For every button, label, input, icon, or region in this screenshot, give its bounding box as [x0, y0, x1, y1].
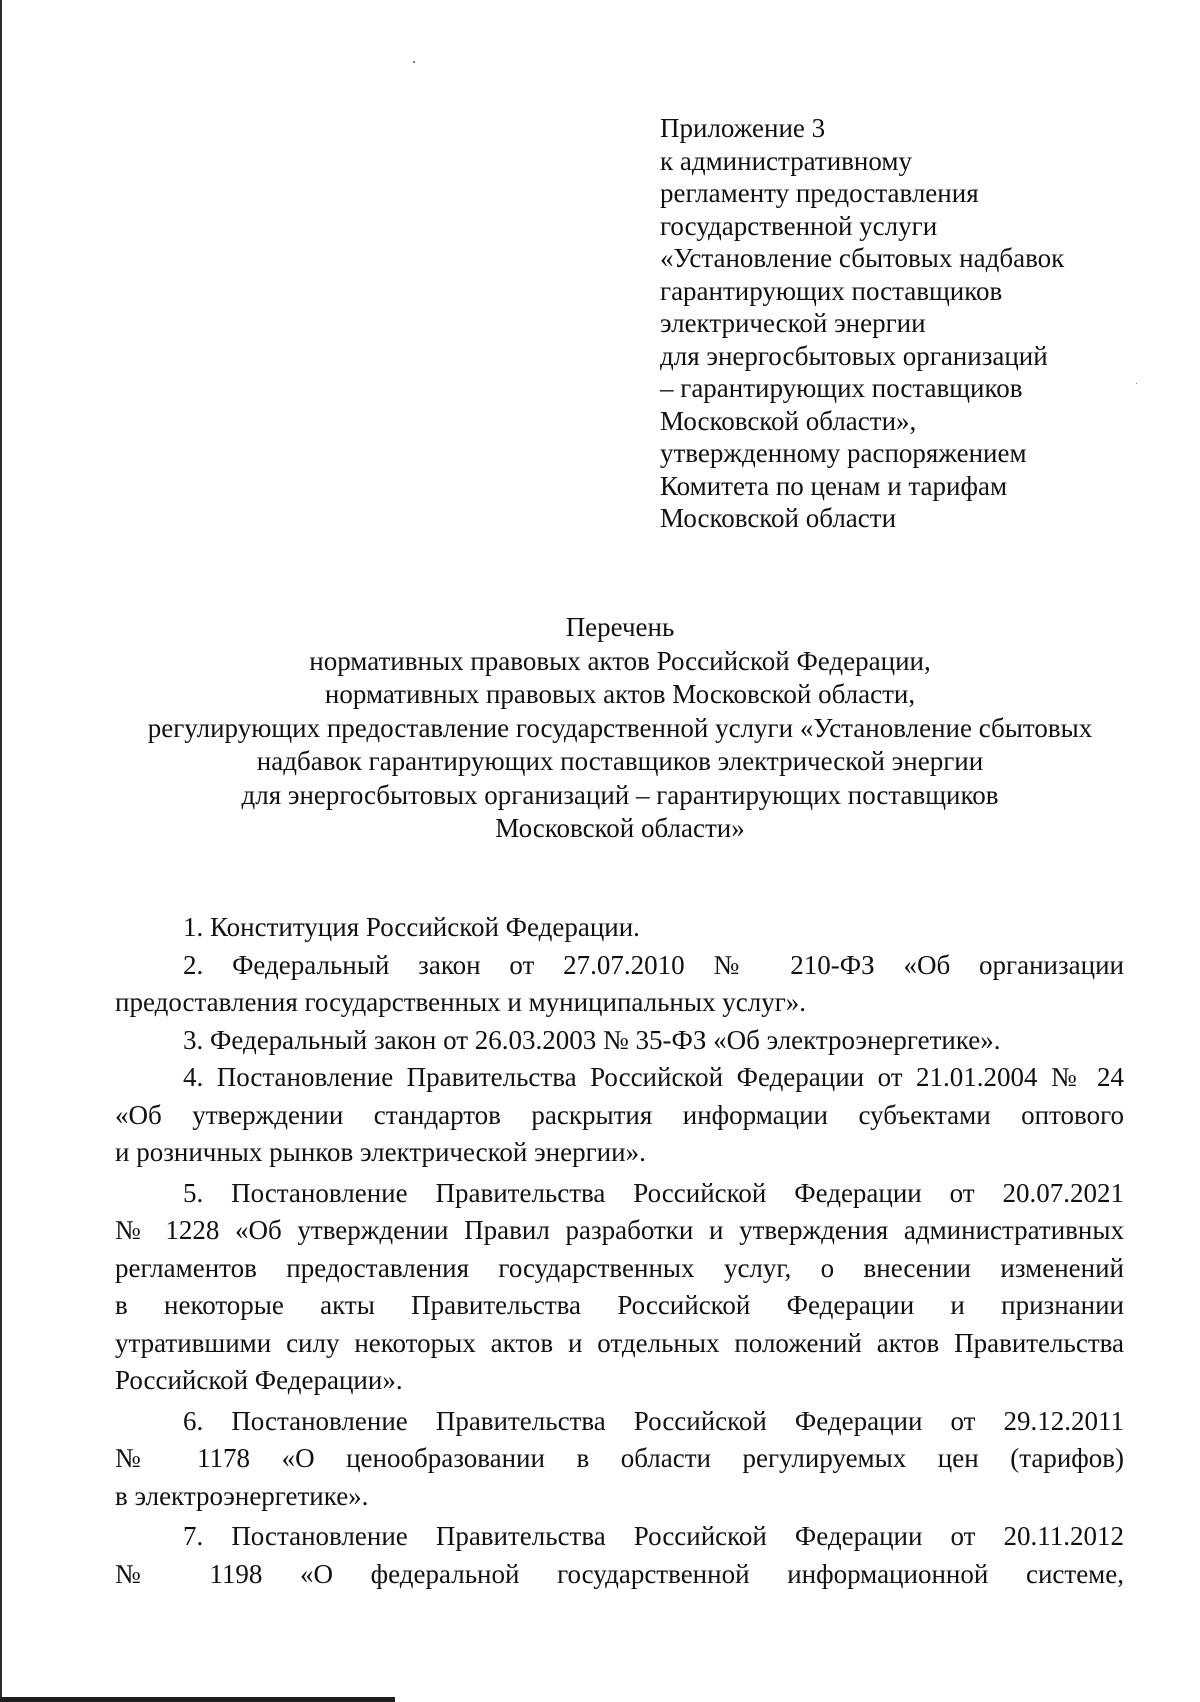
list-item-line: № 1198 «О федеральной государственной информационной системе,	[115, 1558, 1124, 1589]
list-item-line: регламентов предоставления государственных услуг, о внесении изменений	[115, 1252, 1124, 1283]
appendix-line: для энергосбытовых организаций	[660, 340, 1048, 371]
title-line: нормативных правовых актов Российской Федерации,	[309, 645, 931, 676]
list-item-line: утратившими силу некоторых актов и отдельных положений актов Правительства	[115, 1327, 1124, 1358]
scan-edge-bottom	[0, 1697, 395, 1702]
list-item	[115, 947, 1124, 1022]
title-line: Московской области»	[495, 813, 745, 843]
list-item-line: Российской Федерации».	[115, 1365, 403, 1395]
appendix-line: Приложение 3	[660, 113, 826, 143]
list-item	[115, 1175, 1124, 1400]
appendix-line: к административному	[660, 145, 912, 176]
appendix-line: утвержденному распоряжением	[660, 438, 1027, 468]
appendix-line: Московской области	[660, 503, 897, 533]
appendix-line: Комитета по ценам и тарифам	[660, 470, 1008, 501]
appendix-line: регламенту предоставления	[660, 178, 979, 208]
list-item-line: «Об утверждении стандартов раскрытия информации субъектами оптового	[115, 1099, 1124, 1130]
appendix-line: электрической энергии	[660, 308, 926, 338]
list-item	[115, 1059, 1124, 1172]
list-item-line: 4. Постановление Правительства Российской Федерации от 21.01.2004 № 24	[183, 1062, 1124, 1092]
list-item-line: 3. Федеральный закон от 26.03.2003 № 35-ФЗ «Об электроэнергетике».	[183, 1024, 1001, 1055]
scan-speck	[413, 61, 415, 63]
title-line: Перечень	[565, 612, 675, 642]
list-item	[115, 1403, 1124, 1516]
appendix-line: Московской области»,	[660, 405, 917, 436]
acts-list	[115, 909, 1124, 1593]
title-line: регулирующих предоставление государственной услуги «Установление сбытовых	[147, 712, 1093, 743]
list-item-line: в некоторые акты Правительства Российской Федерации и признании	[115, 1290, 1124, 1320]
list-item-line: в электроэнергетике».	[115, 1480, 369, 1511]
list-item-line: 1. Конституция Российской Федерации.	[183, 912, 640, 942]
list-item	[115, 909, 1124, 947]
list-item-line: 6. Постановление Правительства Российской Федерации от 29.12.2011	[183, 1405, 1124, 1436]
scan-edge-left	[0, 0, 2, 1702]
title-line: для энергосбытовых организаций – гарантирующих поставщиков	[241, 779, 999, 810]
title-line: надбавок гарантирующих поставщиков электрической энергии	[256, 746, 984, 776]
appendix-line: – гарантирующих поставщиков	[660, 373, 1023, 403]
appendix-line: гарантирующих поставщиков	[660, 275, 1003, 306]
list-item-line: предоставления государственных и муниципальных услуг».	[115, 987, 807, 1017]
list-item-line: № 1228 «Об утверждении Правил разработки и утверждения административных	[115, 1215, 1124, 1245]
title-line: нормативных правовых актов Московской области,	[324, 679, 916, 709]
appendix-line: «Установление сбытовых надбавок	[660, 243, 1065, 273]
list-item	[115, 1518, 1124, 1593]
list-item-line: 7. Постановление Правительства Российской Федерации от 20.11.2012	[183, 1521, 1124, 1551]
list-item-line: № 1178 «О ценообразовании в области регулируемых цен (тарифов)	[115, 1443, 1124, 1473]
list-item-line: 2. Федеральный закон от 27.07.2010 № 210-ФЗ «Об организации	[183, 949, 1124, 980]
appendix-line: государственной услуги	[660, 210, 938, 241]
list-item	[115, 1022, 1124, 1060]
document-title	[100, 611, 1140, 846]
appendix-header	[660, 112, 1180, 535]
list-item-line: и розничных рынков электрической энергии».	[115, 1137, 646, 1167]
list-item-line: 5. Постановление Правительства Российской Федерации от 20.07.2021	[183, 1177, 1124, 1208]
